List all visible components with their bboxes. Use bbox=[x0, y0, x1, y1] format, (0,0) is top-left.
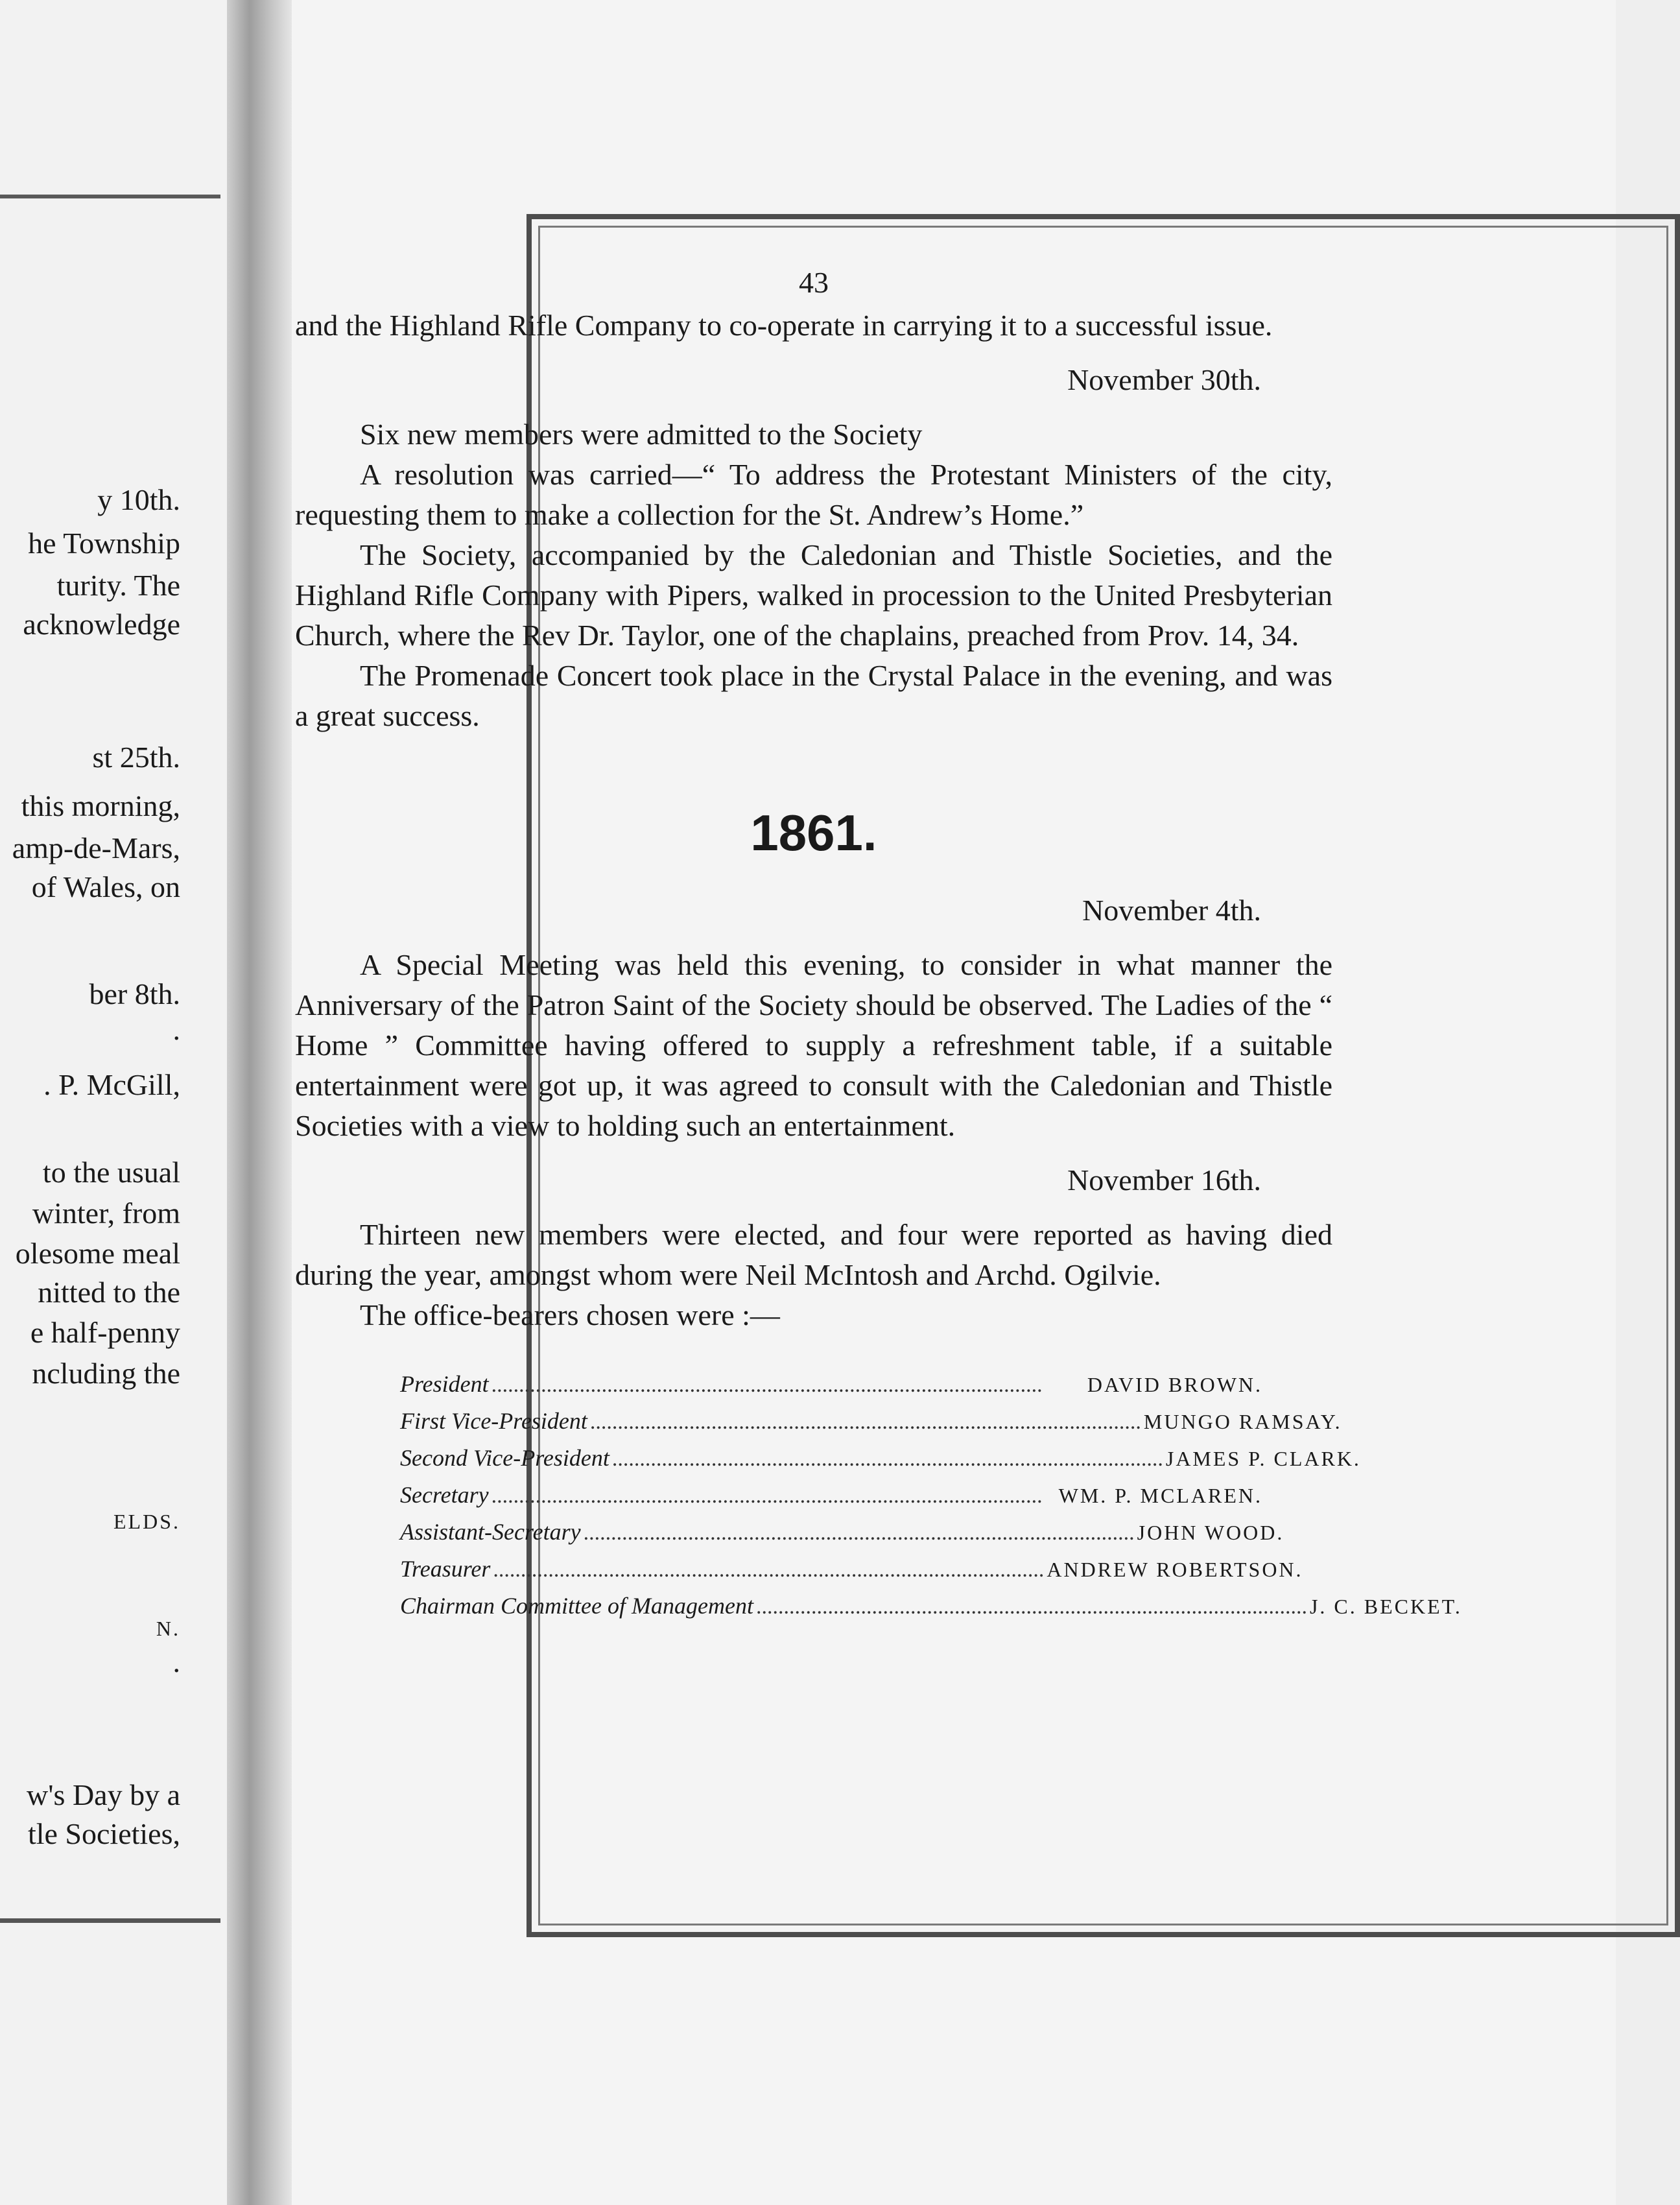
paragraph: Thirteen new members were elected, and four were reported as having died during the year, amongst whom were Neil McIntosh and Archd. Ogilvie. bbox=[295, 1218, 1332, 1291]
officer-title: Second Vice-President bbox=[400, 1445, 609, 1471]
left-line: N. bbox=[156, 1617, 180, 1640]
leader-dots: .................................................................................................... bbox=[611, 1447, 1163, 1471]
left-line: winter, from bbox=[32, 1197, 180, 1230]
officer-name: WM. P. MCLAREN. bbox=[1058, 1484, 1262, 1507]
officer-title: Chairman Committee of Management bbox=[400, 1593, 753, 1619]
officer-name: J. C. BECKET. bbox=[1309, 1595, 1462, 1618]
left-facing-page bbox=[0, 0, 227, 2205]
page-number: 43 bbox=[799, 266, 829, 299]
left-line: tle Societies, bbox=[27, 1817, 180, 1850]
left-line: ber 8th. bbox=[89, 977, 180, 1010]
left-line: st 25th. bbox=[92, 741, 180, 774]
date-heading: November 16th. bbox=[1067, 1163, 1261, 1197]
officer-name: MUNGO RAMSAY. bbox=[1143, 1410, 1342, 1433]
officer-row bbox=[400, 1586, 1462, 1623]
officer-name: ANDREW ROBERTSON. bbox=[1047, 1558, 1303, 1581]
officer-row bbox=[400, 1475, 1262, 1512]
left-line: to the usual bbox=[42, 1156, 180, 1189]
left-line: ELDS. bbox=[113, 1510, 180, 1533]
paragraph: The office-bearers chosen were :— bbox=[360, 1298, 780, 1331]
paragraph-intro: and the Highland Rifle Company to co-operate in carrying it to a successful issue. bbox=[295, 309, 1273, 342]
officer-name: JOHN WOOD. bbox=[1137, 1521, 1284, 1544]
officer-title: Treasurer bbox=[400, 1556, 491, 1582]
paragraph: A resolution was carried—“ To address the Protestant Ministers of the city, requesting them to make a collection for the St. Andrew’s Home.” bbox=[295, 458, 1332, 531]
left-line: nitted to the bbox=[38, 1276, 180, 1309]
left-line: . bbox=[172, 1645, 180, 1678]
officer-row bbox=[400, 1549, 1303, 1586]
leader-dots: .................................................................................................... bbox=[583, 1521, 1135, 1545]
officer-title: Secretary bbox=[400, 1482, 489, 1508]
officer-name: DAVID BROWN. bbox=[1087, 1373, 1262, 1396]
left-line: e half-penny bbox=[30, 1316, 180, 1349]
officer-title: First Vice-President bbox=[400, 1408, 587, 1434]
left-line: y 10th. bbox=[97, 483, 180, 516]
left-line: this morning, bbox=[21, 789, 180, 822]
left-line: . P. McGill, bbox=[43, 1068, 180, 1101]
left-line: . bbox=[172, 1013, 180, 1046]
leader-dots: .................................................................................................... bbox=[493, 1558, 1045, 1582]
officers-list bbox=[400, 1364, 1462, 1623]
officer-name: JAMES P. CLARK. bbox=[1165, 1447, 1361, 1470]
officer-row bbox=[400, 1512, 1284, 1549]
officer-row bbox=[400, 1438, 1361, 1475]
left-line: amp-de-Mars, bbox=[12, 831, 180, 864]
officer-row bbox=[400, 1364, 1262, 1401]
officer-title: President bbox=[400, 1371, 489, 1397]
paragraph: The Society, accompanied by the Caledonian and Thistle Societies, and the Highland Rifle Company with Pipers, walked in procession to the United Presbyterian Church, where the Rev Dr. Taylor, one of the chaplains, preached from Prov. 14, 34. bbox=[295, 538, 1332, 652]
leader-dots: .................................................................................................... bbox=[589, 1410, 1141, 1434]
left-page-frame bbox=[0, 195, 220, 1923]
paragraph: A Special Meeting was held this evening, to consider in what manner the Anniversary of the Patron Saint of the Society should be observed. The Ladies of the “ Home ” Committee having offered to supply a refreshment table, if a suitable entertainment were got up, it was agreed to consult with the Caledonian and Thistle Societies with a view to holding such an entertainment. bbox=[295, 948, 1332, 1142]
paragraph: The Promenade Concert took place in the Crystal Palace in the evening, and was a great success. bbox=[295, 659, 1332, 732]
left-line: olesome meal bbox=[15, 1237, 180, 1270]
left-line: turity. The bbox=[56, 569, 180, 602]
leader-dots: .................................................................................................... bbox=[491, 1373, 1043, 1397]
left-line: w's Day by a bbox=[27, 1778, 180, 1811]
page-content bbox=[295, 263, 1462, 1623]
paragraph: Six new members were admitted to the Society bbox=[360, 418, 923, 451]
left-line: acknowledge bbox=[23, 608, 180, 641]
left-line: he Township bbox=[28, 527, 180, 560]
book-gutter bbox=[227, 0, 292, 2205]
leader-dots: .................................................................................................... bbox=[491, 1484, 1043, 1508]
officer-title: Assistant-Secretary bbox=[400, 1519, 581, 1545]
leader-dots: .................................................................................................... bbox=[755, 1595, 1307, 1619]
left-line: of Wales, on bbox=[31, 870, 180, 903]
date-heading: November 30th. bbox=[1067, 363, 1261, 396]
year-heading: 1861. bbox=[750, 804, 877, 861]
date-heading: November 4th. bbox=[1082, 894, 1261, 927]
officer-row bbox=[400, 1401, 1342, 1438]
left-line: ncluding the bbox=[32, 1357, 180, 1390]
